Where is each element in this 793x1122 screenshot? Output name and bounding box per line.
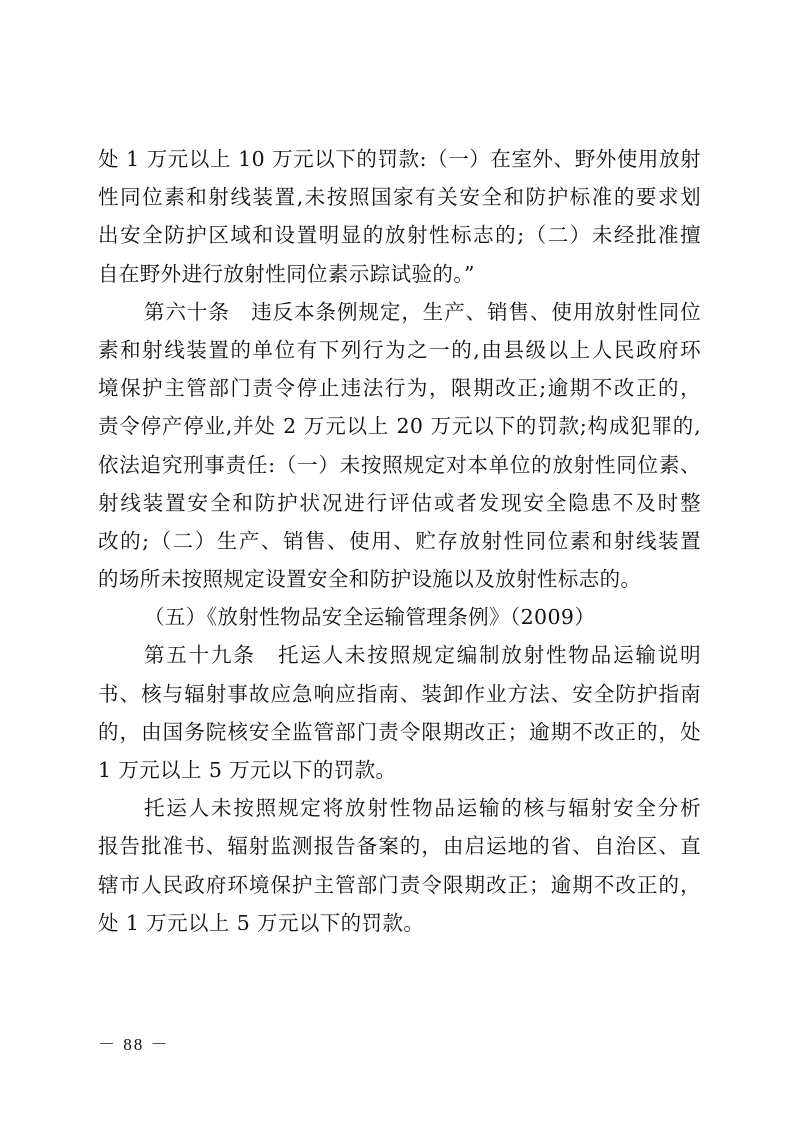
- text-line: 托运人未按照规定将放射性物品运输的核与辐射安全分析: [144, 796, 701, 821]
- text-line: 报告批准书、辐射监测报告备案的，由启运地的省、自治区、直: [98, 834, 701, 859]
- text-line: 第六十条 违反本条例规定，生产、销售、使用放射性同位: [144, 299, 701, 324]
- text-line: 书、核与辐射事故应急响应指南、装卸作业方法、安全防护指南: [98, 681, 701, 706]
- text-line: 境保护主管部门责令停止违法行为，限期改正;逾期不改正的，: [98, 376, 701, 401]
- text-line: 处 1 万元以上 5 万元以下的罚款。: [98, 910, 425, 935]
- text-line: 辖市人民政府环境保护主管部门责令限期改正；逾期不改正的，: [98, 872, 701, 897]
- text-line: 改的;（二）生产、销售、使用、贮存放射性同位素和射线装置: [98, 528, 701, 553]
- text-line: 的，由国务院核安全监管部门责令限期改正；逾期不改正的，处: [98, 719, 701, 744]
- text-line: 素和射线装置的单位有下列行为之一的,由县级以上人民政府环: [98, 337, 701, 362]
- text-line: 第五十九条 托运人未按照规定编制放射性物品运输说明: [144, 643, 701, 668]
- text-line: 处 1 万元以上 10 万元以下的罚款:（一）在室外、野外使用放射: [98, 147, 701, 171]
- text-line: 性同位素和射线装置,未按照国家有关安全和防护标准的要求划: [98, 185, 701, 210]
- page-number: － 88 －: [98, 1035, 170, 1054]
- text-line: 依法追究刑事责任:（一）未按照规定对本单位的放射性同位素、: [98, 452, 701, 477]
- text-line: 出安全防护区域和设置明显的放射性标志的;（二）未经批准擅: [98, 223, 701, 248]
- text-line: 的场所未按照规定设置安全和防护设施以及放射性标志的。: [98, 567, 642, 592]
- body-text: [98, 140, 701, 942]
- text-line: 射线装置安全和防护状况进行评估或者发现安全隐患不及时整: [98, 490, 701, 515]
- text-line: 自在野外进行放射性同位素示踪试验的。”: [98, 261, 475, 286]
- text-line: 责令停产停业,并处 2 万元以上 20 万元以下的罚款;构成犯罪的,: [98, 414, 701, 439]
- text-line: （五）《放射性物品安全运输管理条例》（2009）: [144, 605, 596, 630]
- text-line: 1 万元以上 5 万元以下的罚款。: [98, 758, 397, 782]
